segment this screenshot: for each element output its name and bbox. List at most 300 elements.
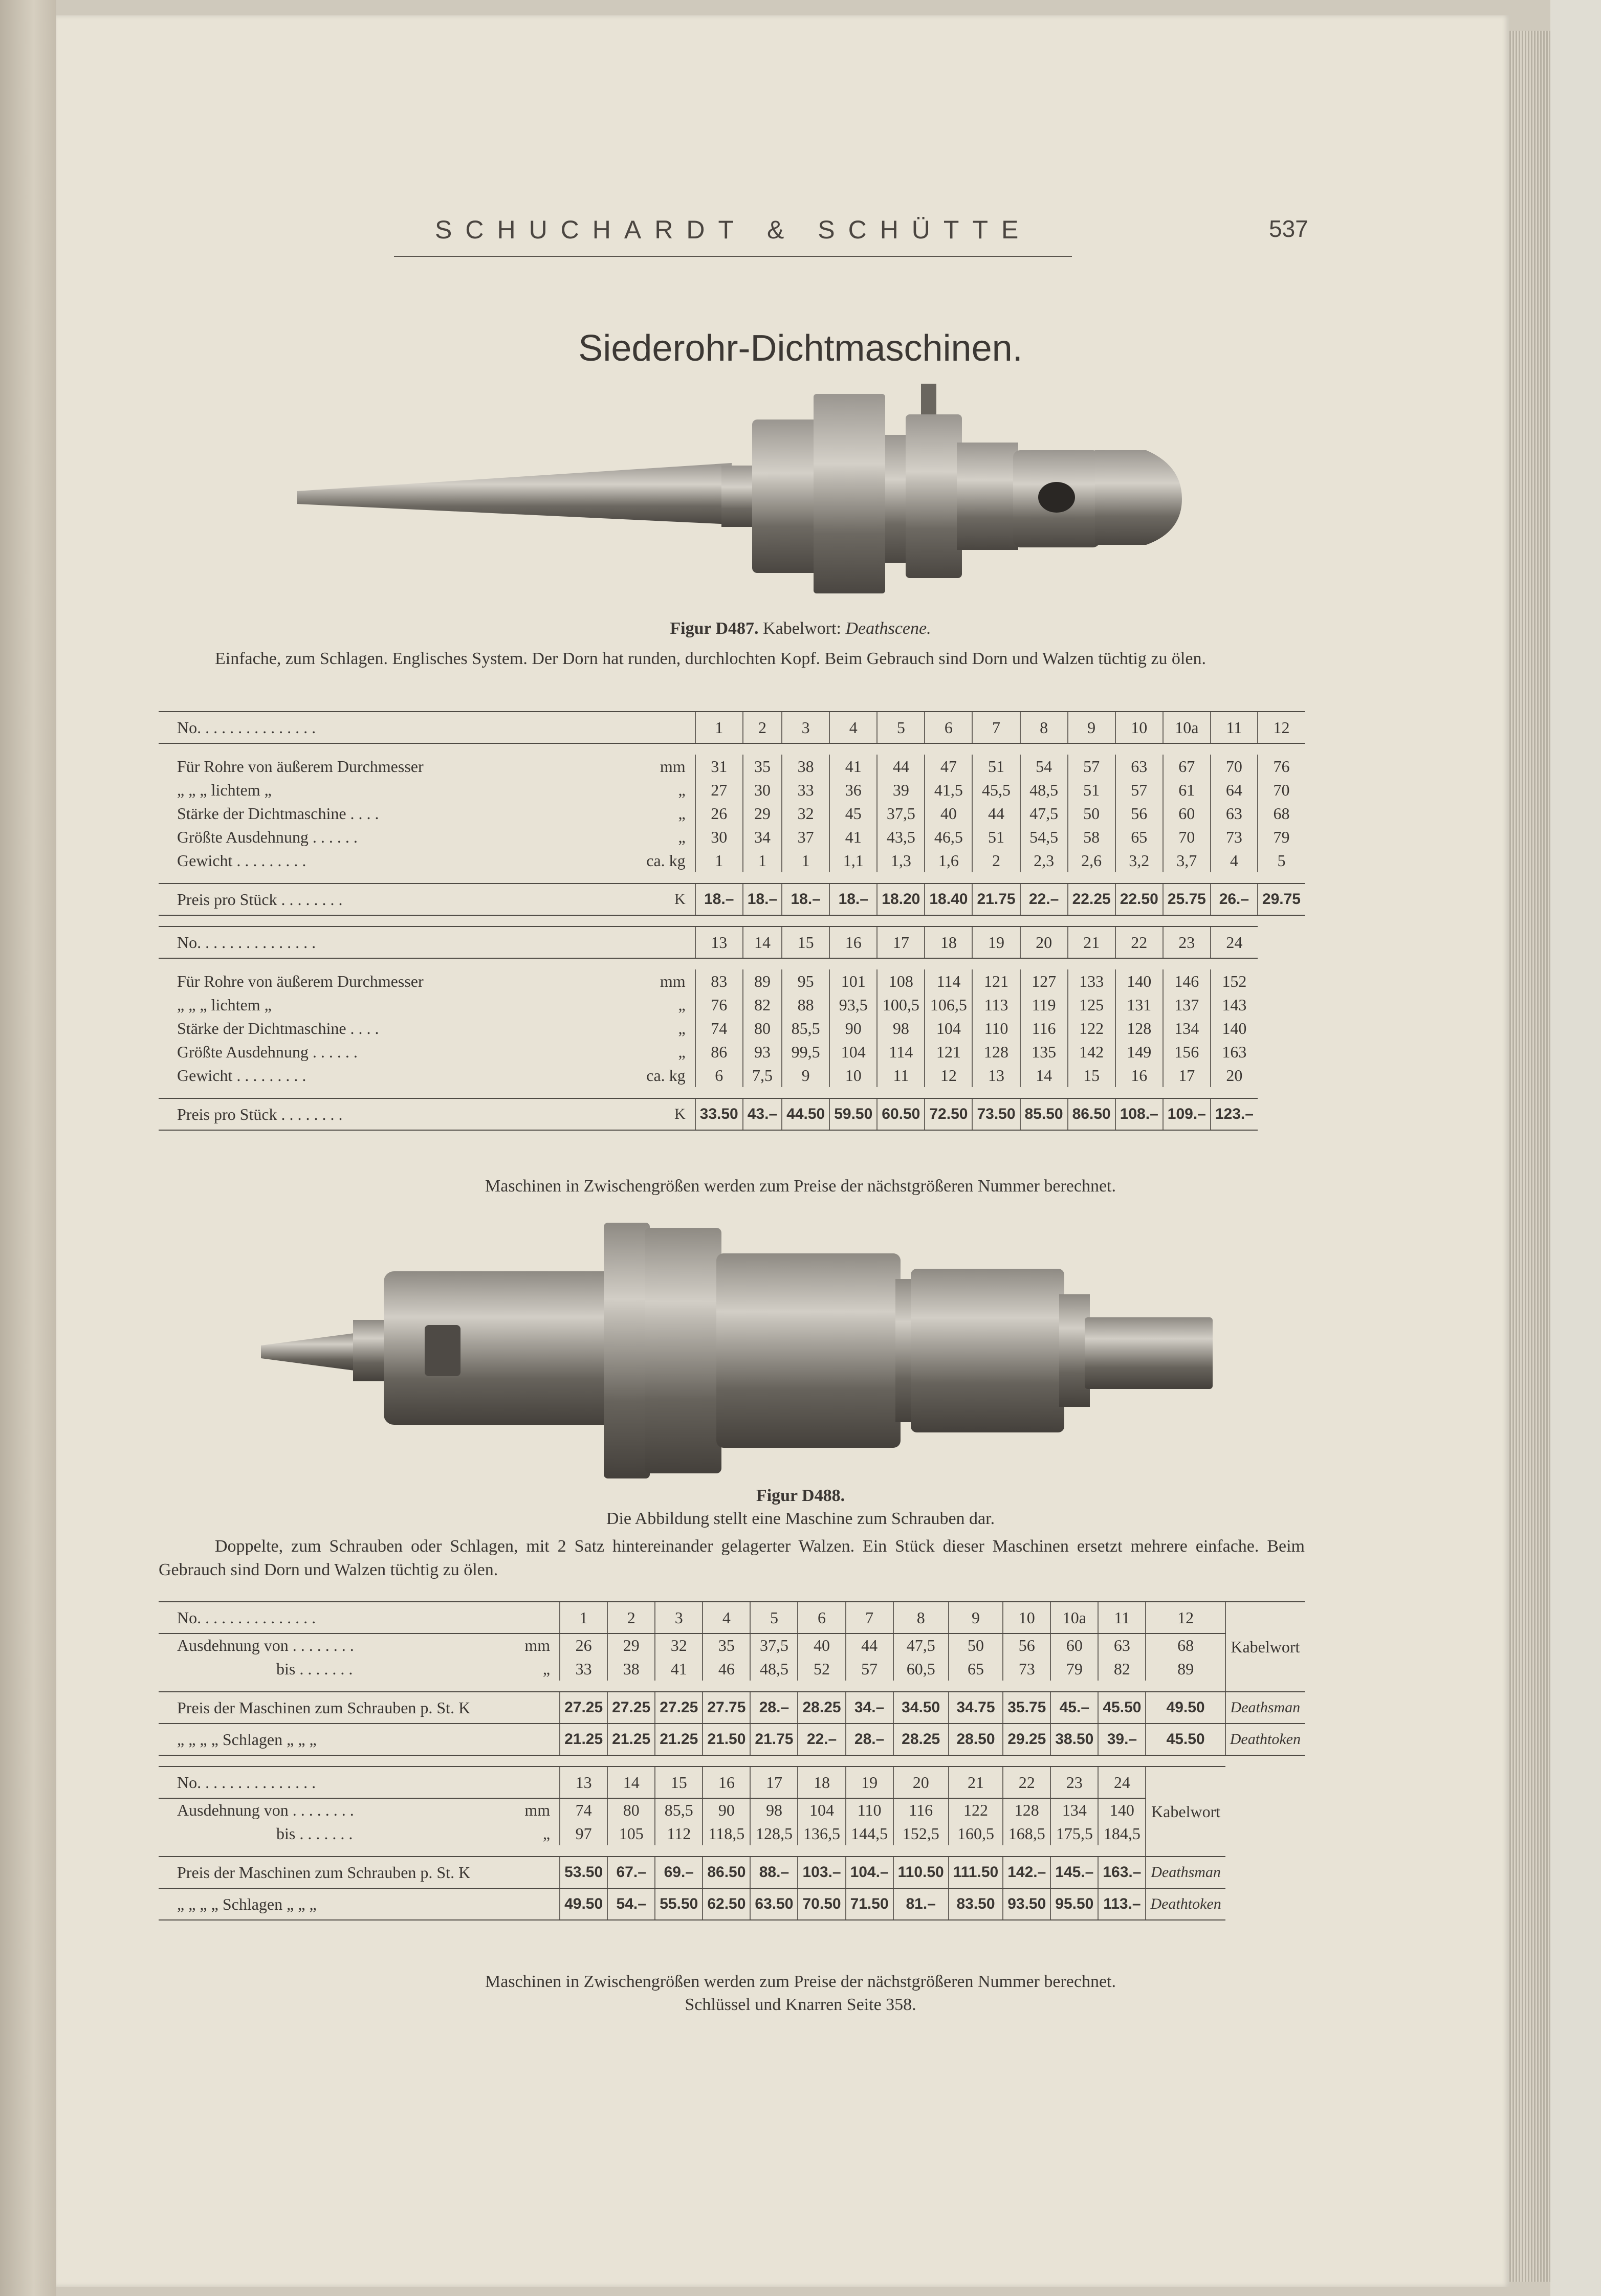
value-cell: 38 [607, 1657, 655, 1681]
value-cell: 26 [560, 1633, 607, 1657]
table-row [159, 825, 1305, 849]
value-cell: 119 [1020, 993, 1068, 1017]
price-cell: 85.50 [1020, 1098, 1068, 1130]
row-label: Gewicht . . . . . . . . . [177, 851, 306, 870]
table-header-row [159, 712, 1305, 743]
company-header: SCHUCHARDT & SCHÜTTE [435, 215, 1032, 244]
value-cell: 184,5 [1098, 1822, 1146, 1845]
value-cell: 83 [695, 969, 743, 993]
price-cell: 22.50 [1115, 884, 1163, 915]
value-cell: 44 [972, 802, 1020, 825]
table-d487-note: Maschinen in Zwischengrößen werden zum Preise der nächstgrößeren Nummer berechnet. [485, 1177, 1116, 1196]
value-cell: 6 [695, 1064, 743, 1087]
price-cell: 21.75 [972, 884, 1020, 915]
value-cell: 64 [1211, 778, 1258, 802]
ausdehnung-label: Ausdehnung von . . . . . . . . [177, 1636, 354, 1654]
value-cell: 37 [782, 825, 829, 849]
table-row [159, 1017, 1305, 1040]
value-cell: 54 [1020, 755, 1068, 778]
column-number: 6 [798, 1602, 845, 1633]
table-gap [159, 1087, 1305, 1098]
value-cell: 34 [743, 825, 782, 849]
price-row [159, 884, 1305, 915]
value-cell: 2 [972, 849, 1020, 872]
column-number: 20 [1020, 926, 1068, 958]
value-cell: 14 [1020, 1064, 1068, 1087]
price-cell: 103.– [798, 1857, 845, 1888]
table-gap [159, 1845, 1305, 1857]
price-cell: 27.25 [655, 1692, 703, 1724]
table-gap-cell [159, 915, 1305, 926]
figure-d488-caption: Die Abbildung stellt eine Maschine zum Schrauben dar. [606, 1509, 995, 1528]
column-number: 9 [949, 1602, 1003, 1633]
column-number: 21 [949, 1767, 1003, 1798]
price-cell: 28.– [846, 1724, 893, 1755]
value-cell: 15 [1068, 1064, 1115, 1087]
price-cell: 34.– [846, 1692, 893, 1724]
row-label: Für Rohre von äußerem Durchmesser [177, 972, 424, 990]
price-cell: 70.50 [798, 1888, 845, 1920]
column-number: 14 [607, 1767, 655, 1798]
value-cell: 50 [949, 1633, 1003, 1657]
column-number: 16 [829, 926, 877, 958]
row-label: Für Rohre von äußerem Durchmesser [177, 757, 424, 776]
value-cell: 61 [1163, 778, 1211, 802]
value-cell: 48,5 [1020, 778, 1068, 802]
column-number: 12 [1146, 1602, 1225, 1633]
value-cell: 1,3 [877, 849, 925, 872]
column-number: 24 [1211, 926, 1258, 958]
price-cell: 49.50 [560, 1888, 607, 1920]
value-cell: 30 [743, 778, 782, 802]
price-cell: 113.– [1098, 1888, 1146, 1920]
price-cell: 26.– [1211, 884, 1258, 915]
value-cell: 127 [1020, 969, 1068, 993]
figure-d487-description: Einfache, zum Schlagen. Englisches System. Der Dorn hat runden, durchlochten Kopf. Beim Gebrauch sind Dorn und Walzen tüchtig zu ölen. [215, 649, 1206, 668]
table-d487 [159, 711, 1305, 1131]
price-cell: 25.75 [1163, 884, 1211, 915]
value-cell: 108 [877, 969, 925, 993]
kabelwort-cell: Deathsman [1225, 1692, 1305, 1724]
table-gap [159, 1755, 1305, 1767]
column-number: 11 [1098, 1602, 1146, 1633]
table-row [159, 1040, 1305, 1064]
value-cell: 116 [893, 1798, 949, 1822]
value-cell: 114 [877, 1040, 925, 1064]
value-cell: 110 [846, 1798, 893, 1822]
table-gap-cell [159, 1755, 1305, 1767]
row-label: Größte Ausdehnung . . . . . . [177, 827, 358, 846]
price-cell: 34.50 [893, 1692, 949, 1724]
no-label: No. . . . . . . . . . . . . . . [159, 926, 695, 958]
figure-d488-description: Doppelte, zum Schrauben oder Schlagen, mit 2 Satz hintereinander gelagerter Walzen. Ein Stück dieser Maschinen ersetzt mehrere einfache. Beim Gebrauch sind Dorn und Walzen tüchtig zu ölen. [159, 1537, 1305, 1579]
row-label: Gewicht . . . . . . . . . [177, 1066, 306, 1085]
header-rule [394, 256, 1072, 257]
value-cell: 140 [1115, 969, 1163, 993]
value-cell: 7,5 [743, 1064, 782, 1087]
value-cell: 128,5 [750, 1822, 798, 1845]
value-cell: 79 [1050, 1657, 1098, 1681]
value-cell: 35 [743, 755, 782, 778]
column-number: 22 [1115, 926, 1163, 958]
value-cell: 60,5 [893, 1657, 949, 1681]
value-cell: 17 [1163, 1064, 1211, 1087]
column-number: 18 [798, 1767, 845, 1798]
price-cell: 95.50 [1050, 1888, 1098, 1920]
column-number: 10a [1163, 712, 1211, 743]
value-cell: 140 [1098, 1798, 1146, 1822]
page-number: 537 [1269, 215, 1308, 242]
page-title: Siederohr-Dichtmaschinen. [578, 328, 1023, 369]
value-cell: 104 [925, 1017, 972, 1040]
value-cell: 1 [743, 849, 782, 872]
value-cell: 1 [695, 849, 743, 872]
value-cell: 131 [1115, 993, 1163, 1017]
table-row [159, 1657, 1305, 1681]
row-label: Größte Ausdehnung . . . . . . [177, 1042, 358, 1061]
price-cell: 88.– [750, 1857, 798, 1888]
price-cell: 110.50 [893, 1857, 949, 1888]
value-cell: 100,5 [877, 993, 925, 1017]
column-number: 9 [1068, 712, 1115, 743]
price-row [159, 1724, 1305, 1755]
value-cell: 52 [798, 1657, 845, 1681]
table-gap [159, 872, 1305, 884]
value-cell: 104 [798, 1798, 845, 1822]
price-cell: 43.– [743, 1098, 782, 1130]
value-cell: 11 [877, 1064, 925, 1087]
value-cell: 51 [972, 825, 1020, 849]
column-number: 3 [655, 1602, 703, 1633]
bis-unit: „ [542, 1659, 551, 1678]
kabelwort-header: Kabelwort [1146, 1767, 1225, 1857]
price-cell: 145.– [1050, 1857, 1098, 1888]
column-number: 13 [695, 926, 743, 958]
price-row [159, 1857, 1305, 1888]
price-cell: 28.– [750, 1692, 798, 1724]
value-cell: 45 [829, 802, 877, 825]
ausdehnung-unit: mm [524, 1636, 551, 1654]
price-cell: 38.50 [1050, 1724, 1098, 1755]
no-label: No. . . . . . . . . . . . . . . [159, 712, 695, 743]
price-label-schlagen: „ „ „ „ Schlagen „ „ „ [159, 1888, 560, 1920]
value-cell: 104 [829, 1040, 877, 1064]
value-cell: 149 [1115, 1040, 1163, 1064]
value-cell: 65 [949, 1657, 1003, 1681]
value-cell: 40 [925, 802, 972, 825]
price-cell: 69.– [655, 1857, 703, 1888]
value-cell: 97 [560, 1822, 607, 1845]
figure-d488-image [256, 1218, 1228, 1484]
value-cell: 30 [695, 825, 743, 849]
column-number: 19 [846, 1767, 893, 1798]
price-cell: 142.– [1003, 1857, 1050, 1888]
price-cell: 18.– [829, 884, 877, 915]
value-cell: 29 [743, 802, 782, 825]
price-cell: 34.75 [949, 1692, 1003, 1724]
table-row [159, 1798, 1305, 1822]
column-number: 17 [750, 1767, 798, 1798]
row-label: Stärke der Dichtmaschine . . . . [177, 804, 379, 823]
price-cell: 109.– [1163, 1098, 1211, 1130]
column-number: 7 [972, 712, 1020, 743]
price-row [159, 1692, 1305, 1724]
figure-d488-label: Figur D488. [756, 1486, 845, 1505]
bis-label: bis . . . . . . . [276, 1659, 353, 1678]
price-cell: 72.50 [925, 1098, 972, 1130]
value-cell: 47,5 [893, 1633, 949, 1657]
value-cell: 46 [703, 1657, 750, 1681]
no-label: No. . . . . . . . . . . . . . . [159, 1602, 560, 1633]
value-cell: 128 [1115, 1017, 1163, 1040]
table-d488-note2: Schlüssel und Knarren Seite 358. [685, 1995, 916, 2014]
value-cell: 88 [782, 993, 829, 1017]
row-unit: mm [660, 972, 686, 990]
table-d488-note: Maschinen in Zwischengrößen werden zum Preise der nächstgrößeren Nummer berechnet. [485, 1972, 1116, 1991]
column-number: 2 [607, 1602, 655, 1633]
price-label-schlagen: „ „ „ „ Schlagen „ „ „ [159, 1724, 560, 1755]
value-cell: 63 [1211, 802, 1258, 825]
price-cell: 22.25 [1068, 884, 1115, 915]
price-cell: 83.50 [949, 1888, 1003, 1920]
value-cell: 56 [1003, 1633, 1050, 1657]
table-row [159, 778, 1305, 802]
price-label-schrauben: Preis der Maschinen zum Schrauben p. St. K [159, 1857, 560, 1888]
column-number: 8 [893, 1602, 949, 1633]
price-cell: 27.75 [703, 1692, 750, 1724]
table-row [159, 1822, 1305, 1845]
value-cell: 168,5 [1003, 1822, 1050, 1845]
price-cell: 21.25 [560, 1724, 607, 1755]
row-unit: ca. kg [646, 851, 686, 870]
value-cell: 99,5 [782, 1040, 829, 1064]
column-number: 6 [925, 712, 972, 743]
column-number: 23 [1163, 926, 1211, 958]
price-cell: 22.– [1020, 884, 1068, 915]
value-cell: 32 [782, 802, 829, 825]
value-cell: 41 [655, 1657, 703, 1681]
price-cell: 59.50 [829, 1098, 877, 1130]
price-cell: 49.50 [1146, 1692, 1225, 1724]
kabelwort-header: Kabelwort [1225, 1602, 1305, 1692]
table-gap-cell [159, 1087, 1305, 1098]
value-cell: 57 [1068, 755, 1115, 778]
value-cell: 37,5 [877, 802, 925, 825]
value-cell: 41,5 [925, 778, 972, 802]
price-cell: 21.50 [703, 1724, 750, 1755]
column-number: 10 [1115, 712, 1163, 743]
value-cell: 43,5 [877, 825, 925, 849]
figure-d487-image [292, 379, 1243, 604]
value-cell: 57 [846, 1657, 893, 1681]
value-cell: 95 [782, 969, 829, 993]
price-cell: 73.50 [972, 1098, 1020, 1130]
value-cell: 47,5 [1020, 802, 1068, 825]
value-cell: 26 [695, 802, 743, 825]
value-cell: 4 [1211, 849, 1258, 872]
value-cell: 134 [1050, 1798, 1098, 1822]
column-number: 1 [695, 712, 743, 743]
price-row [159, 1098, 1305, 1130]
price-cell: 62.50 [703, 1888, 750, 1920]
value-cell: 16 [1115, 1064, 1163, 1087]
table-row [159, 755, 1305, 778]
column-number: 17 [877, 926, 925, 958]
price-cell: 29.75 [1258, 884, 1305, 915]
value-cell: 35 [703, 1633, 750, 1657]
value-cell: 90 [703, 1798, 750, 1822]
value-cell: 82 [743, 993, 782, 1017]
price-cell: 81.– [893, 1888, 949, 1920]
value-cell: 79 [1258, 825, 1305, 849]
value-cell: 116 [1020, 1017, 1068, 1040]
value-cell: 2,6 [1068, 849, 1115, 872]
price-cell: 28.25 [893, 1724, 949, 1755]
price-unit: K [542, 1098, 695, 1130]
value-cell: 74 [695, 1017, 743, 1040]
price-cell: 53.50 [560, 1857, 607, 1888]
price-cell: 163.– [1098, 1857, 1146, 1888]
price-cell: 18.– [782, 884, 829, 915]
value-cell: 89 [1146, 1657, 1225, 1681]
column-number: 13 [560, 1767, 607, 1798]
value-cell: 60 [1163, 802, 1211, 825]
bis-unit: „ [542, 1824, 551, 1843]
row-label: „ „ „ lichtem „ [177, 995, 272, 1014]
row-unit: „ [678, 1019, 686, 1037]
value-cell: 20 [1211, 1064, 1258, 1087]
price-cell: 54.– [607, 1888, 655, 1920]
row-unit: „ [678, 1042, 686, 1061]
value-cell: 128 [1003, 1798, 1050, 1822]
table-row [159, 993, 1305, 1017]
price-cell: 86.50 [703, 1857, 750, 1888]
value-cell: 93,5 [829, 993, 877, 1017]
value-cell: 56 [1115, 802, 1163, 825]
value-cell: 38 [782, 755, 829, 778]
value-cell: 44 [877, 755, 925, 778]
value-cell: 152,5 [893, 1822, 949, 1845]
value-cell: 85,5 [655, 1798, 703, 1822]
value-cell: 65 [1115, 825, 1163, 849]
value-cell: 114 [925, 969, 972, 993]
value-cell: 118,5 [703, 1822, 750, 1845]
value-cell: 27 [695, 778, 743, 802]
value-cell: 156 [1163, 1040, 1211, 1064]
figure-d487-kabelwort: Deathscene. [845, 619, 931, 638]
value-cell: 51 [1068, 778, 1115, 802]
price-cell: 93.50 [1003, 1888, 1050, 1920]
value-cell: 39 [877, 778, 925, 802]
value-cell: 101 [829, 969, 877, 993]
value-cell: 44 [846, 1633, 893, 1657]
value-cell: 48,5 [750, 1657, 798, 1681]
value-cell: 86 [695, 1040, 743, 1064]
value-cell: 63 [1098, 1633, 1146, 1657]
price-cell: 104.– [846, 1857, 893, 1888]
column-number: 24 [1098, 1767, 1146, 1798]
column-number: 12 [1258, 712, 1305, 743]
table-row [159, 802, 1305, 825]
value-cell: 41 [829, 755, 877, 778]
value-cell: 128 [972, 1040, 1020, 1064]
ausdehnung-label: Ausdehnung von . . . . . . . . [177, 1801, 354, 1819]
value-cell: 1 [782, 849, 829, 872]
column-number: 23 [1050, 1767, 1098, 1798]
value-cell: 36 [829, 778, 877, 802]
value-cell: 133 [1068, 969, 1115, 993]
column-number: 5 [877, 712, 925, 743]
value-cell: 80 [743, 1017, 782, 1040]
table-gap-cell [159, 1681, 1225, 1692]
value-cell: 60 [1050, 1633, 1098, 1657]
row-unit: ca. kg [646, 1066, 686, 1085]
row-unit: „ [678, 780, 686, 799]
table-gap-cell [159, 958, 1305, 969]
value-cell: 113 [972, 993, 1020, 1017]
value-cell: 175,5 [1050, 1822, 1098, 1845]
value-cell: 142 [1068, 1040, 1115, 1064]
value-cell: 134 [1163, 1017, 1211, 1040]
value-cell: 5 [1258, 849, 1305, 872]
table-header-row [159, 926, 1305, 958]
value-cell: 63 [1115, 755, 1163, 778]
price-cell: 67.– [607, 1857, 655, 1888]
price-cell: 71.50 [846, 1888, 893, 1920]
price-cell: 63.50 [750, 1888, 798, 1920]
row-unit: „ [678, 995, 686, 1014]
price-cell: 21.75 [750, 1724, 798, 1755]
column-number: 7 [846, 1602, 893, 1633]
kabelwort-label: Kabelwort: [763, 619, 841, 638]
column-number: 21 [1068, 926, 1115, 958]
table-row [159, 1633, 1305, 1657]
value-cell: 136,5 [798, 1822, 845, 1845]
column-number: 8 [1020, 712, 1068, 743]
price-cell: 28.50 [949, 1724, 1003, 1755]
value-cell: 50 [1068, 802, 1115, 825]
column-number: 15 [655, 1767, 703, 1798]
price-cell: 111.50 [949, 1857, 1003, 1888]
value-cell: 29 [607, 1633, 655, 1657]
column-number: 5 [750, 1602, 798, 1633]
value-cell: 121 [972, 969, 1020, 993]
price-cell: 108.– [1115, 1098, 1163, 1130]
table-row [159, 849, 1305, 872]
price-cell: 18.40 [925, 884, 972, 915]
column-number: 15 [782, 926, 829, 958]
row-unit: „ [678, 827, 686, 846]
value-cell: 121 [925, 1040, 972, 1064]
value-cell: 47 [925, 755, 972, 778]
value-cell: 106,5 [925, 993, 972, 1017]
row-label: „ „ „ lichtem „ [177, 780, 272, 799]
value-cell: 140 [1211, 1017, 1258, 1040]
table-gap [159, 915, 1305, 926]
value-cell: 90 [829, 1017, 877, 1040]
value-cell: 46,5 [925, 825, 972, 849]
figure-d487-caption [0, 619, 1601, 638]
value-cell: 105 [607, 1822, 655, 1845]
value-cell: 98 [750, 1798, 798, 1822]
value-cell: 82 [1098, 1657, 1146, 1681]
column-number: 3 [782, 712, 829, 743]
table-header-row [159, 1767, 1305, 1798]
kabelwort-cell: Deathtoken [1225, 1724, 1305, 1755]
value-cell: 70 [1163, 825, 1211, 849]
value-cell: 54,5 [1020, 825, 1068, 849]
value-cell: 160,5 [949, 1822, 1003, 1845]
